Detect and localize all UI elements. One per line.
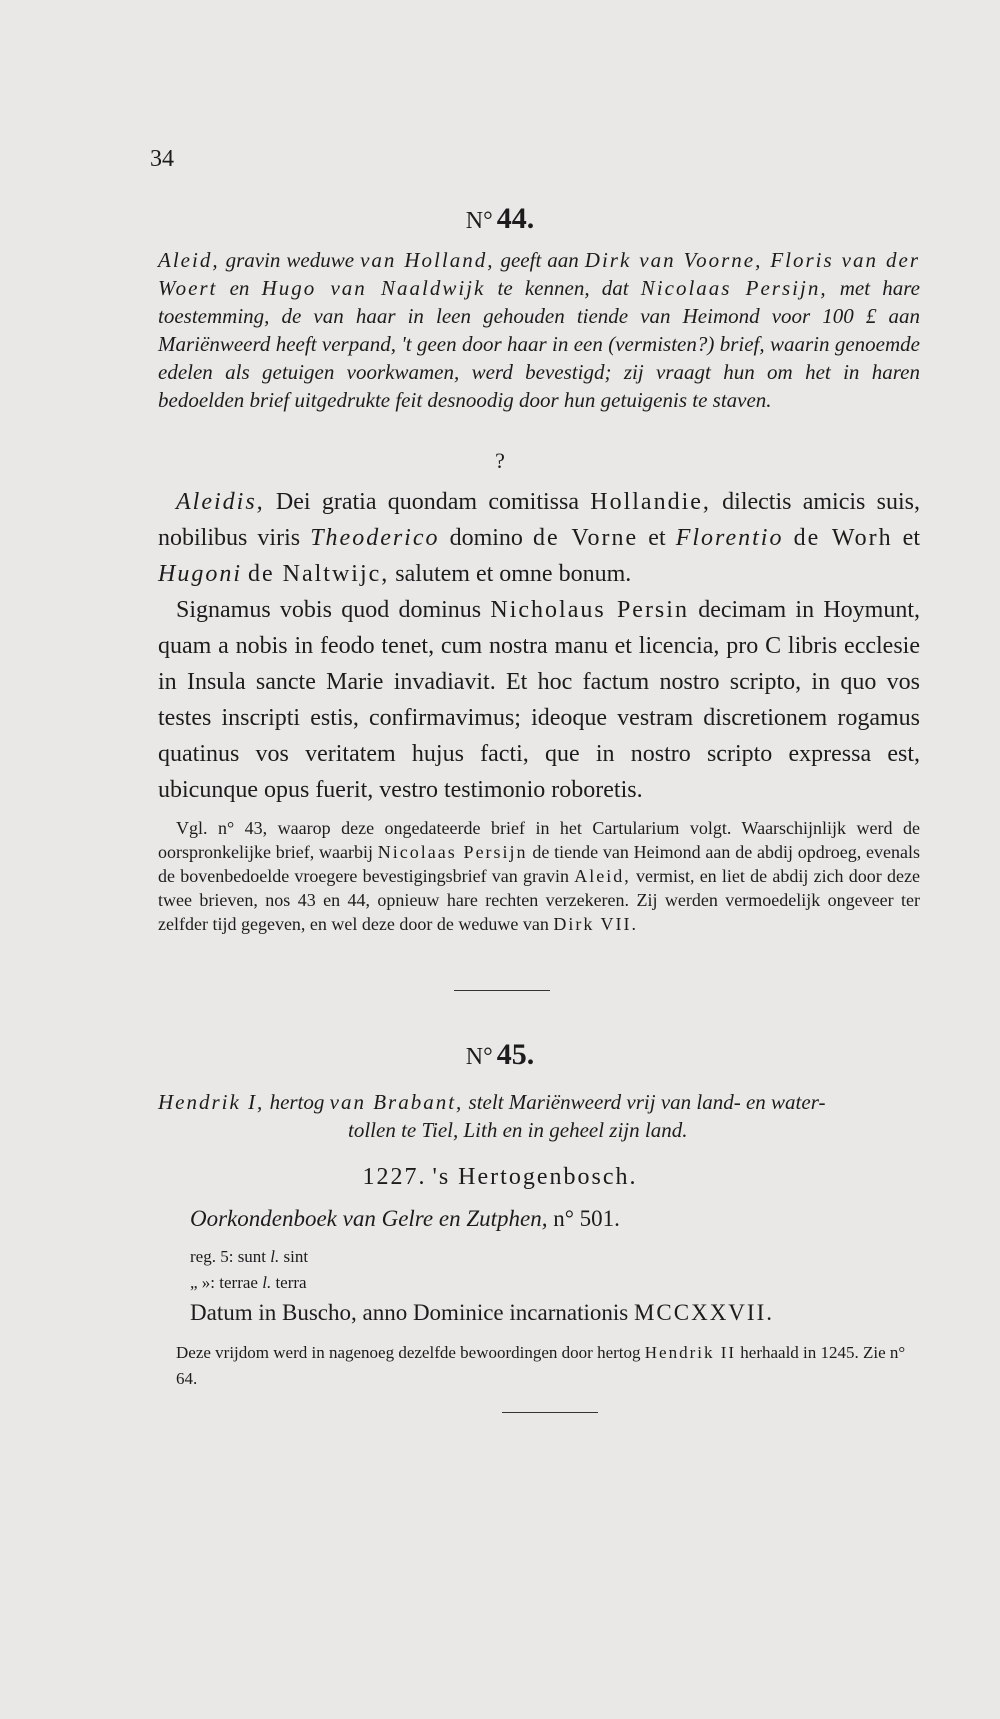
text-run: Vgl. n° 43, waarop deze ongedateerde brief in het Cartularium volgt. Waarschijnlijk werd de oorspronkelijke brief, waarbij xyxy=(158,818,920,862)
text-run: salutem et omne bonum. xyxy=(389,561,632,587)
latin-paragraph xyxy=(158,592,920,808)
readings xyxy=(190,1244,308,1296)
text-run: te kennen, dat xyxy=(485,276,641,300)
document-number: 45. xyxy=(496,1038,535,1071)
reading-line: reg. 5: sunt l. sint xyxy=(190,1247,309,1266)
spaced-name: Dirk VII. xyxy=(553,914,638,934)
spaced-name: Aleid, xyxy=(574,866,631,886)
spaced-name: Nicolaas Persijn, xyxy=(640,276,828,300)
spaced-name: de Naltwijc, xyxy=(248,561,390,587)
spaced-name: Dirk van Voorne, Floris van der Woert xyxy=(158,248,920,300)
editorial-note-45 xyxy=(176,1340,928,1392)
text-run: hertog xyxy=(264,1090,330,1114)
spaced-name: Hugoni xyxy=(158,561,242,587)
spaced-name: Aleidis, xyxy=(176,489,265,515)
text-run: et xyxy=(892,525,920,551)
divider xyxy=(502,1412,598,1413)
text-run: decimam in Hoymunt, quam a nobis in feodo tenet, cum nostra manu et licencia, pro C libris ecclesie in Insula sancte Marie invadiavit. Et hoc factum nostro scripto, in quo vos testes inscripti estis, confirmavimus; ideoque vestram discretionem rogamus quatinus vos veritatem hujus facti, que in nostro scripto expressa est, ubicunque opus fuerit, vestro testimonio roboretis. xyxy=(158,597,921,803)
number-symbol: N° xyxy=(465,208,493,234)
text-run: en xyxy=(217,276,262,300)
spaced-name: de Vorne xyxy=(533,525,639,551)
spaced-name: MCCXXVII. xyxy=(633,1300,774,1325)
spaced-name: Nicolaas Persijn xyxy=(377,842,528,862)
latin-paragraph xyxy=(158,484,920,592)
spaced-name: van Holland, xyxy=(360,248,495,272)
summary-line-2: tollen te Tiel, Lith en in geheel zijn land. xyxy=(348,1118,688,1142)
spaced-name: Nicholaus Persin xyxy=(490,597,689,623)
dating-clause xyxy=(190,1300,774,1326)
spaced-name: Theoderico xyxy=(310,525,440,551)
spaced-name: Hendrik I, xyxy=(158,1090,265,1114)
document-heading-45 xyxy=(0,1038,1000,1072)
reading-line: „ »: terrae l. terra xyxy=(190,1273,307,1292)
spaced-name: van Brabant, xyxy=(329,1090,464,1114)
text-run: Datum in Buscho, anno Dominice incarnationis xyxy=(190,1300,634,1325)
spaced-name: Aleid, xyxy=(158,248,220,272)
text-run: de tiende van Heimond aan de abdij opdroeg, evenals de bovenbedoelde vroegere bevestigingsbrief van gravin xyxy=(158,842,920,886)
text-run: vermist, en liet de abdij zich door deze twee brieven, nos 43 en 44, opnieuw hare rechten verzekeren. Zij werden vermoedelijk ongeveer ter zelfder tijd gegeven, en wel deze door de weduwe van xyxy=(158,866,920,934)
spaced-name: Hendrik II xyxy=(644,1343,737,1362)
spaced-name: Hugo van Naaldwijk xyxy=(261,276,486,300)
text-run: domino xyxy=(439,525,534,551)
summary-45 xyxy=(158,1088,920,1144)
date-place: 's Hertogenbosch. xyxy=(432,1164,638,1190)
source-title: Oorkondenboek van Gelre en Zutphen, xyxy=(190,1206,548,1231)
page-number: 34 xyxy=(150,146,174,172)
source-reference xyxy=(190,1206,620,1232)
text-run xyxy=(783,525,793,551)
date-year: 1227. xyxy=(362,1164,427,1190)
text-run: dilectis amicis suis, nobilibus viris xyxy=(158,489,920,551)
date-44: ? xyxy=(495,448,505,473)
text-run: et xyxy=(638,525,676,551)
editorial-note-44 xyxy=(158,816,920,936)
number-symbol: N° xyxy=(465,1044,493,1070)
text-run: geeft aan xyxy=(494,248,585,272)
text-run: stelt Mariënweerd vrij van land- en water- xyxy=(463,1090,826,1114)
spaced-name: Hollandie, xyxy=(590,489,711,515)
latin-text-44 xyxy=(158,484,920,808)
divider xyxy=(454,990,550,991)
text-run: gravin weduwe xyxy=(219,248,361,272)
text-run: Signamus vobis quod dominus xyxy=(176,597,491,623)
spaced-name: Florentio xyxy=(675,525,784,551)
text-run: met hare toestemming, de van haar in leen gehouden tiende van Heimond voor 100 £ aan Mariënweerd heeft verpand, 't geen door haar in een (vermisten?) brief, waarin genoemde edelen als getuigen voorkwamen, werd bevestigd; zij vraagt hun om het in haren bedoelden brief uitgedrukte feit desnoodig door hun getuigenis te staven. xyxy=(158,276,920,412)
document-number: 44. xyxy=(496,202,535,235)
source-number: n° 501. xyxy=(553,1206,620,1231)
date-45 xyxy=(0,1164,1000,1191)
text-run: Deze vrijdom werd in nagenoeg dezelfde bewoordingen door hertog xyxy=(176,1343,645,1362)
document-heading-44 xyxy=(0,202,1000,236)
spaced-name: de Worh xyxy=(793,525,893,551)
summary-44 xyxy=(158,246,920,414)
text-run: Dei gratia quondam comitissa xyxy=(264,489,591,515)
text-run: herhaald in 1245. Zie n° 64. xyxy=(176,1343,906,1388)
